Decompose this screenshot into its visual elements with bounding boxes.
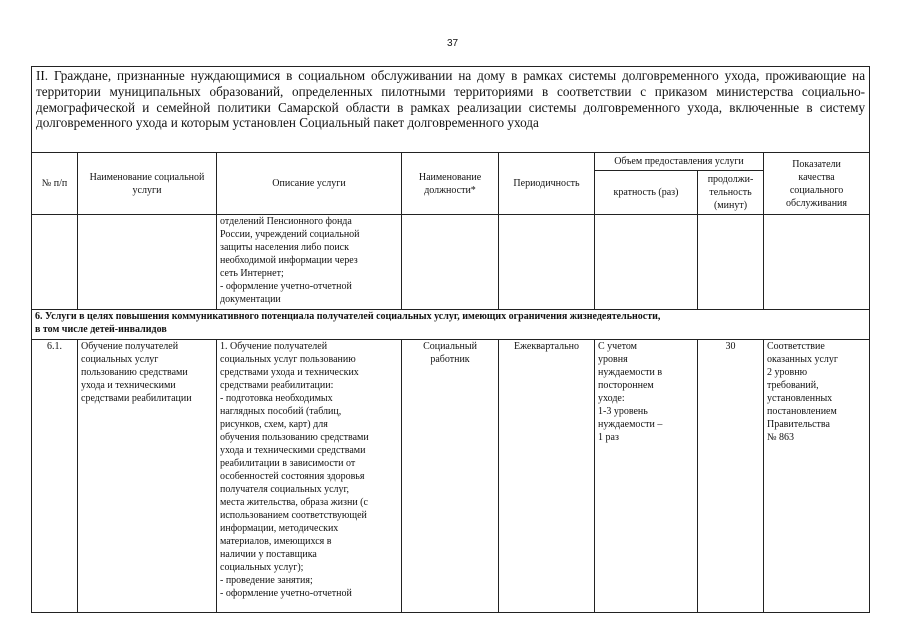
row-duration: 30 xyxy=(698,340,764,613)
row-periodicity: Ежеквартально xyxy=(499,340,595,613)
header-period: Периодичность xyxy=(499,153,595,215)
row-service-desc: 1. Обучение получателей социальных услуг пользованию средствами ухода и технических средствами реабилитации: - подготовка необходимых наглядных пособий (таблиц, рисунков, схем, карт) для обучения пользованию средствами ухода и техническими средствами реабилитации в зависимости от особенностей состояния здоровья получателя социальных услуг, места жительства, образа жизни (с использованием соответствующей информации, методических материалов, имеющихся в наличии у поставщика социальных услуг); - проведение занятия; - оформление учетно-отчетной xyxy=(217,340,402,613)
row-num: 6.1. xyxy=(32,340,78,613)
row-multiplicity: С учетом уровня нуждаемости в постороннем уходе: 1-3 уровень нуждаемости – 1 раз xyxy=(595,340,698,613)
row-position: Социальный работник xyxy=(402,340,499,613)
header-quality: Показатели качества социального обслуживания xyxy=(764,153,870,215)
row-quality: Соответствие оказанных услуг 2 уровню требований, установленных постановлением Правительства № 863 xyxy=(764,340,870,613)
row-service-name: Обучение получателей социальных услуг пользованию средствами ухода и техническими средствами реабилитации xyxy=(78,340,217,613)
section-intro: II. Граждане, признанные нуждающимися в социальном обслуживании на дому в рамках системы долговременного ухода, проживающие на территории муниципальных образований, определенных пилотными территориями в соответствии с приказом министерства социально-демографической и семейной политики Самарской области в рамках реализации системы долговременного ухода, включенные в систему долговременного ухода и которым установлен Социальный пакет долговременного ухода xyxy=(32,67,870,153)
page-number: 37 xyxy=(446,38,459,49)
table-row-continued xyxy=(32,215,870,310)
header-multiplicity: кратность (раз) xyxy=(595,171,698,215)
header-name: Наименование социальной услуги xyxy=(78,153,217,215)
header-volume: Объем предоставления услуги xyxy=(595,153,764,171)
continued-desc: отделений Пенсионного фонда России, учреждений социальной защиты населения либо поиск необходимой информации через сеть Интернет; - оформление учетно-отчетной документации xyxy=(217,215,402,310)
header-duration: продолжи- тельность (минут) xyxy=(698,171,764,215)
header-position: Наименование должности* xyxy=(402,153,499,215)
section-6-heading: 6. Услуги в целях повышения коммуникативного потенциала получателей социальных услуг, имеющих ограничения жизнедеятельности, в том числе детей-инвалидов xyxy=(32,310,870,340)
header-desc: Описание услуги xyxy=(217,153,402,215)
services-table xyxy=(31,66,870,613)
header-num: № п/п xyxy=(32,153,78,215)
table-row-6-1 xyxy=(32,340,870,613)
